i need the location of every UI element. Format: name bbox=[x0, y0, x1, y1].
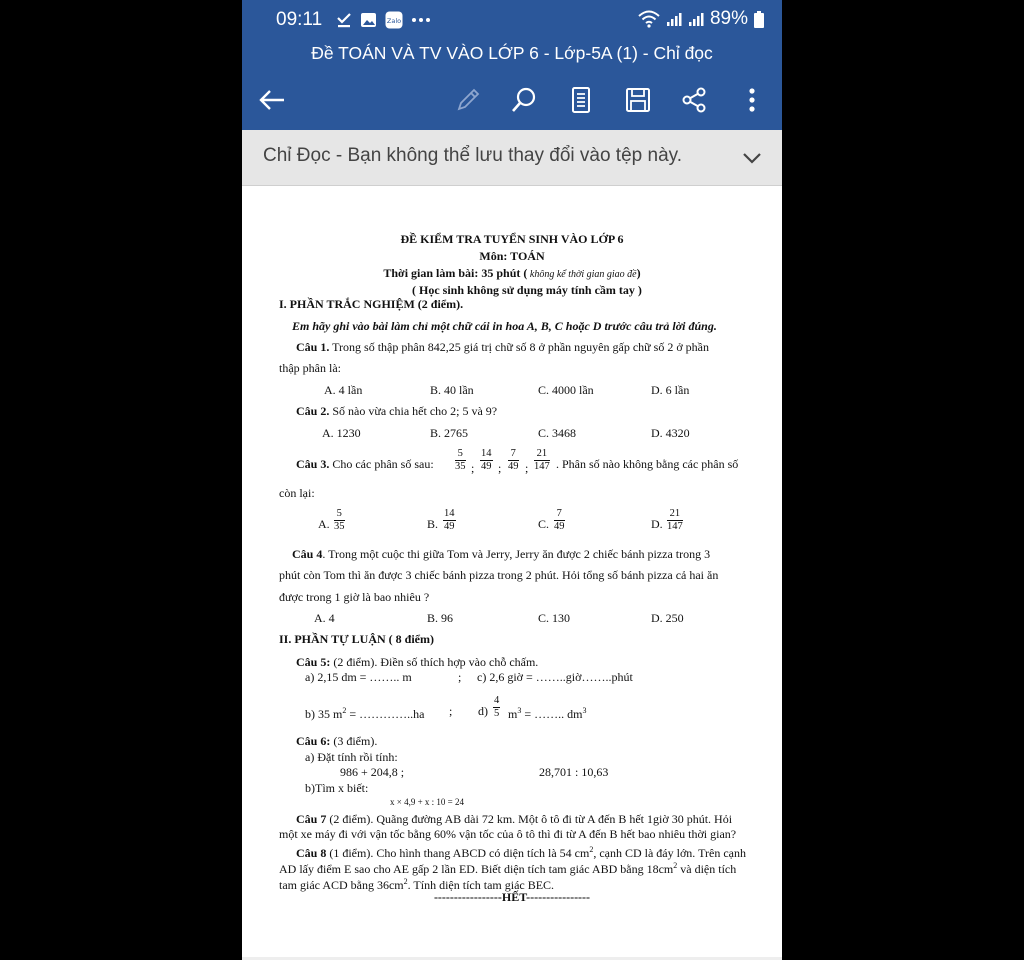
q3-f1-num: 5 bbox=[455, 448, 466, 461]
q8-sup-1: 2 bbox=[589, 845, 594, 854]
toolbar bbox=[242, 80, 782, 120]
wifi-icon bbox=[638, 10, 660, 28]
q5-b bbox=[305, 704, 424, 721]
more-icon bbox=[748, 87, 756, 113]
q3-f3-num: 7 bbox=[508, 448, 519, 461]
q3-fraction-2 bbox=[480, 448, 493, 473]
question-2 bbox=[296, 404, 497, 418]
q3-fraction-1 bbox=[455, 448, 466, 473]
q3-tail: . Phân số nào không bằng các phân số bbox=[556, 457, 739, 471]
gallery-icon bbox=[360, 12, 377, 28]
q3-sep-1: ; bbox=[471, 461, 475, 475]
q1-option-c: C. 4000 lần bbox=[538, 383, 594, 397]
q3-f2-den: 49 bbox=[481, 461, 492, 472]
q5-d-sup-2: 3 bbox=[582, 706, 587, 715]
question-5 bbox=[296, 655, 538, 669]
q6-expression-2: 28,701 : 10,63 bbox=[539, 765, 609, 779]
q5-a: a) 2,15 dm = …….. m bbox=[305, 670, 412, 684]
q8-text-3a: tam giác ACD bằng 36cm bbox=[279, 878, 404, 892]
chevron-down-icon[interactable] bbox=[740, 146, 764, 170]
q8-text-b: , cạnh CD là đáy lớn. Trên cạnh bbox=[593, 846, 746, 860]
q3-sep-2: ; bbox=[498, 461, 502, 475]
signal-icon-1 bbox=[666, 11, 682, 27]
q5-semicolon-1: ; bbox=[458, 670, 462, 684]
q5-d-label: d) bbox=[478, 704, 488, 718]
doc-calculator-note: ( Học sinh không sử dụng máy tính cầm tay ) bbox=[412, 283, 642, 297]
q1-text-2: thập phân là: bbox=[279, 361, 341, 375]
instruction: Em hãy ghi vào bài làm chỉ một chữ cái in hoa A, B, C hoặc D trước câu trả lời đúng. bbox=[292, 319, 717, 333]
zalo-icon bbox=[385, 11, 403, 29]
q7-text: (2 điểm). Quãng đường AB dài 72 km. Một ô tô đi từ A đến B hết 1giờ 30 phút. Hỏi bbox=[326, 812, 733, 826]
back-button[interactable] bbox=[252, 80, 292, 120]
q2-option-a: A. 1230 bbox=[322, 426, 361, 440]
time-limit-close: ) bbox=[636, 266, 641, 280]
q3-a-den: 35 bbox=[334, 521, 345, 532]
status-time: 09:11 bbox=[276, 9, 323, 30]
q5-d-den: 5 bbox=[494, 708, 500, 719]
q5-b-text-2: = …………..ha bbox=[346, 707, 425, 721]
q5-d-unit: m bbox=[508, 707, 518, 721]
q5-c: c) 2,6 giờ = ……..giờ……..phút bbox=[477, 670, 633, 684]
q3-b-den: 49 bbox=[444, 521, 455, 532]
q8-sup-3: 2 bbox=[403, 877, 408, 886]
q4-label: Câu 4 bbox=[292, 547, 323, 561]
q6-label: Câu 6: bbox=[296, 734, 331, 748]
q5-d-fraction bbox=[493, 695, 500, 720]
q3-option-b: B. bbox=[427, 517, 439, 531]
q4-text: . Trong một cuộc thi giữa Tom và Jerry, Jerry ăn được 2 chiếc bánh pizza trong 3 bbox=[322, 547, 711, 561]
doc-time-limit bbox=[242, 266, 782, 282]
q8-text-3b: . Tính diện tích tam giác BEC. bbox=[407, 878, 555, 892]
q3-a-num: 5 bbox=[334, 508, 345, 521]
search-icon bbox=[510, 86, 538, 114]
q3-b-num: 14 bbox=[444, 508, 455, 519]
q3-option-c-fraction bbox=[554, 508, 565, 533]
time-limit-text: Thời gian làm bài: 35 phút ( bbox=[383, 266, 528, 280]
time-limit-note: không kể thời gian giao đề bbox=[527, 269, 637, 280]
q2-text: Số nào vừa chia hết cho 2; 5 và 9? bbox=[329, 404, 498, 418]
q5-d-text: = …….. dm bbox=[521, 707, 583, 721]
back-arrow-icon bbox=[258, 88, 286, 112]
phone-screen bbox=[242, 0, 782, 960]
q4-option-b: B. 96 bbox=[427, 611, 454, 625]
system-icons bbox=[638, 8, 764, 30]
q4-option-a: A. 4 bbox=[314, 611, 335, 625]
share-button[interactable] bbox=[674, 80, 714, 120]
q3-option-d: D. bbox=[651, 517, 663, 531]
q8-text-2a: AD lấy điểm E sao cho AE gấp 2 lần ED. Biết diện tích tam giác ABD bằng 18cm bbox=[279, 862, 674, 876]
q1-label: Câu 1. bbox=[296, 340, 330, 354]
q3-d-den: 147 bbox=[667, 521, 683, 532]
q3-option-c: C. bbox=[538, 517, 550, 531]
q4-option-c: C. 130 bbox=[538, 611, 571, 625]
q4-text-2: phút còn Tom thì ăn được 3 chiếc bánh pizza trong 2 phút. Hỏi tổng số bánh pizza cả hai ăn bbox=[279, 568, 719, 582]
q1-option-d: D. 6 lần bbox=[651, 383, 690, 397]
share-icon bbox=[680, 86, 708, 114]
q8-label: Câu 8 bbox=[296, 846, 327, 860]
q8-sup-2: 2 bbox=[673, 861, 678, 870]
question-4 bbox=[292, 547, 710, 561]
question-6 bbox=[296, 734, 377, 748]
q7-label: Câu 7 bbox=[296, 812, 327, 826]
end-marker: -----------------HẾT---------------- bbox=[433, 890, 591, 904]
document-title: Đề TOÁN VÀ TV VÀO LỚP 6 - Lớp-5A (1) - Chỉ đọc bbox=[311, 43, 713, 63]
q3-fraction-3 bbox=[508, 448, 519, 473]
q1-text: Trong số thập phân 842,25 giá trị chữ số 8 ở phần nguyên gấp chữ số 2 ở phần bbox=[329, 340, 710, 354]
question-3 bbox=[296, 457, 434, 471]
q5-semicolon-2: ; bbox=[449, 704, 453, 718]
q2-option-b: B. 2765 bbox=[430, 426, 469, 440]
q7-text-2: một xe máy đi với vận tốc bằng 60% vận tốc của ô tô thì đi từ A đến B hết bao nhiêu thời gian? bbox=[279, 827, 737, 841]
q3-c-den: 49 bbox=[554, 521, 565, 532]
battery-icon bbox=[754, 11, 764, 28]
q4-text-3: được trong 1 giờ là bao nhiêu ? bbox=[279, 590, 430, 604]
signal-icon-2 bbox=[688, 11, 704, 27]
q3-fraction-4 bbox=[534, 448, 550, 473]
q3-text-2: còn lại: bbox=[279, 486, 315, 500]
banner-text: Chỉ Đọc - Bạn không thể lưu thay đổi vào tệp này. bbox=[263, 145, 683, 166]
q5-label: Câu 5: bbox=[296, 655, 331, 669]
q3-label: Câu 3. bbox=[296, 457, 330, 471]
app-header bbox=[242, 0, 782, 130]
q8-text-2b: và diện tích bbox=[677, 862, 737, 876]
svg-text:Zalo: Zalo bbox=[386, 17, 402, 25]
save-icon bbox=[624, 86, 652, 114]
more-options-button[interactable] bbox=[732, 80, 772, 120]
q2-option-d: D. 4320 bbox=[651, 426, 690, 440]
q3-c-num: 7 bbox=[554, 508, 565, 521]
q5-b-text: b) 35 m bbox=[305, 707, 343, 721]
question-1 bbox=[296, 340, 709, 354]
q3-f4-den: 147 bbox=[534, 461, 550, 472]
q3-d-num: 21 bbox=[667, 508, 683, 521]
q6-text: (3 điểm). bbox=[330, 734, 378, 748]
q2-label: Câu 2. bbox=[296, 404, 330, 418]
notification-icons bbox=[336, 10, 431, 30]
q5-d-num: 4 bbox=[494, 695, 500, 706]
q6-a: a) Đặt tính rồi tính: bbox=[305, 750, 398, 764]
document-page bbox=[242, 186, 782, 960]
battery-level: 89% bbox=[709, 8, 748, 29]
status-bar bbox=[242, 0, 782, 40]
read-only-banner[interactable] bbox=[242, 130, 782, 186]
pencil-icon bbox=[454, 86, 482, 114]
q3-sep-3: ; bbox=[525, 461, 529, 475]
section-2-title: II. PHẦN TỰ LUẬN ( 8 điểm) bbox=[279, 632, 434, 646]
q5-b-sup: 2 bbox=[342, 706, 347, 715]
q2-option-c: C. 3468 bbox=[538, 426, 577, 440]
q6-expression-1: 986 + 204,8 ; bbox=[340, 765, 405, 779]
q5-d-sup: 3 bbox=[517, 706, 522, 715]
more-notifications-icon bbox=[411, 17, 431, 23]
q5-text: (2 điểm). Điền số thích hợp vào chỗ chấm. bbox=[330, 655, 539, 669]
edit-button[interactable] bbox=[448, 80, 488, 120]
q3-option-a: A. bbox=[318, 517, 330, 531]
find-button[interactable] bbox=[504, 80, 544, 120]
q3-option-b-fraction bbox=[443, 508, 456, 533]
q3-f3-den: 49 bbox=[508, 461, 519, 472]
doc-heading: ĐỀ KIỂM TRA TUYỂN SINH VÀO LỚP 6 bbox=[400, 232, 624, 246]
q6-equation: x × 4,9 + x : 10 = 24 bbox=[390, 797, 464, 807]
q8-text-2 bbox=[279, 859, 736, 876]
q3-option-d-fraction bbox=[667, 508, 683, 533]
q4-option-d: D. 250 bbox=[651, 611, 684, 625]
download-done-icon bbox=[336, 12, 352, 28]
save-button[interactable] bbox=[618, 80, 658, 120]
q1-option-a: A. 4 lần bbox=[324, 383, 363, 397]
doc-subject: Môn: TOÁN bbox=[479, 249, 545, 263]
q6-b: b)Tìm x biết: bbox=[305, 781, 369, 795]
q8-text: (1 điểm). Cho hình thang ABCD có diện tích là 54 cm bbox=[326, 846, 590, 860]
q5-d bbox=[508, 704, 586, 721]
q3-f1-den: 35 bbox=[455, 461, 466, 472]
question-7 bbox=[296, 812, 732, 826]
q3-f2-num: 14 bbox=[481, 448, 492, 459]
reading-view-button[interactable] bbox=[561, 80, 601, 120]
question-8 bbox=[296, 843, 746, 860]
reading-view-icon bbox=[569, 86, 593, 114]
q3-f4-num: 21 bbox=[534, 448, 550, 461]
q3-option-a-fraction bbox=[334, 508, 345, 533]
q1-option-b: B. 40 lần bbox=[430, 383, 474, 397]
section-1-title: I. PHẦN TRẮC NGHIỆM (2 điểm). bbox=[279, 297, 464, 311]
q3-text: Cho các phân số sau: bbox=[329, 457, 434, 471]
